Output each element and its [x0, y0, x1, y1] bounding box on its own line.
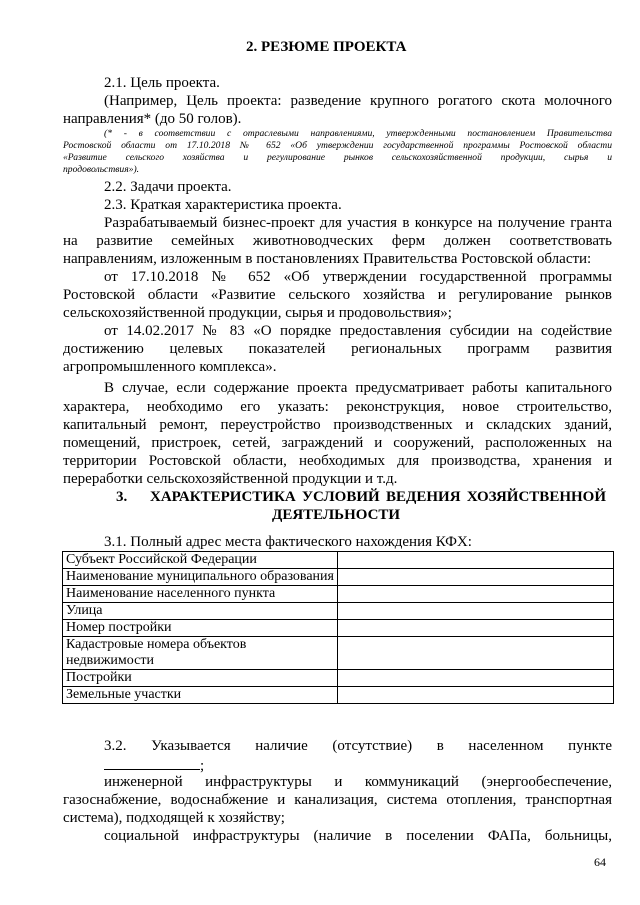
fill-in-blank[interactable]	[104, 755, 200, 770]
footnote-line-1: (* - в соответствии с отраслевыми направлениями, утвержденными постановлением Правительства	[104, 128, 612, 139]
page-number: 64	[594, 855, 606, 869]
table-cell-label: Улица	[63, 603, 338, 620]
paragraph-1-line-1: Разрабатываемый бизнес-проект для участия в конкурсе на получение гранта	[104, 215, 612, 231]
infrastructure-line-2: газоснабжение, водоснабжение и канализация, система отопления, транспортная	[63, 792, 612, 808]
paragraph-1-line-2: на развитие семейных животноводческих ферм должен соответствовать	[63, 233, 612, 249]
table-cell-value[interactable]	[338, 569, 614, 586]
paragraph-3-line-2: достижению целевых показателей региональных программ развития	[63, 341, 612, 357]
item-3-2-suffix: ;	[200, 758, 205, 774]
table-cell-value[interactable]	[338, 552, 614, 569]
footnote-line-3: «Развитие сельского хозяйства и регулирование рынков сельскохозяйственной продукции, сырья и	[63, 152, 612, 163]
section-3-heading-line-1: ХАРАКТЕРИСТИКА УСЛОВИЙ ВЕДЕНИЯ ХОЗЯЙСТВЕННОЙ	[150, 489, 606, 505]
item-3-2-line-2	[104, 755, 204, 775]
infrastructure-line-3: система), подходящей к хозяйству;	[63, 810, 285, 826]
paragraph-1-line-3: направлениям, изложенным в постановлениях Правительства Ростовской области:	[63, 251, 592, 267]
table-row	[63, 569, 614, 586]
item-3-1: 3.1. Полный адрес места фактического нахождения КФХ:	[104, 534, 472, 550]
table-cell-value[interactable]	[338, 670, 614, 687]
table-row	[63, 586, 614, 603]
table-cell-label: Наименование муниципального образования	[63, 569, 338, 586]
item-2-1: 2.1. Цель проекта.	[104, 75, 220, 91]
social-line-1: социальной инфраструктуры (наличие в поселении ФАПа, больницы,	[104, 828, 612, 844]
table-cell-value[interactable]	[338, 620, 614, 637]
table-row	[63, 637, 614, 670]
footnote-line-4: продовольствия»).	[63, 164, 140, 175]
table-cell-value[interactable]	[338, 637, 614, 670]
footnote-line-2: Ростовской области от 17.10.2018 № 652 «Об утверждении государственной программы Ростовской области	[63, 140, 612, 151]
table-cell-label: Постройки	[63, 670, 338, 687]
table-row	[63, 620, 614, 637]
table-cell-label: Номер постройки	[63, 620, 338, 637]
section-2-heading: 2. РЕЗЮМЕ ПРОЕКТА	[246, 39, 407, 55]
paragraph-4-line-6: переработки сельскохозяйственной продукции и т.д.	[63, 471, 398, 487]
item-2-2: 2.2. Задачи проекта.	[104, 179, 232, 195]
table-row	[63, 687, 614, 704]
example-line-1: (Например, Цель проекта: разведение крупного рогатого скота молочного	[104, 93, 612, 109]
example-line-2: направления* (до 50 голов).	[63, 111, 242, 127]
paragraph-4-line-1: В случае, если содержание проекта предусматривает работы капитального	[104, 380, 612, 396]
infrastructure-line-1: инженерной инфраструктуры и коммуникаций (энергообеспечение,	[104, 774, 612, 790]
paragraph-2-line-1: от 17.10.2018 № 652 «Об утверждении государственной программы	[104, 269, 612, 285]
paragraph-2-line-2: Ростовской области «Развитие сельского хозяйства и регулирование рынков	[63, 287, 612, 303]
table-cell-label: Кадастровые номера объектов недвижимости	[63, 637, 338, 670]
paragraph-3-line-1: от 14.02.2017 № 83 «О порядке предоставления субсидии на содействие	[104, 323, 612, 339]
table-row	[63, 552, 614, 569]
table-row	[63, 603, 614, 620]
paragraph-2-line-3: сельскохозяйственной продукции, сырья и продовольствия»;	[63, 305, 452, 321]
section-3-heading-line-2: ДЕЯТЕЛЬНОСТИ	[272, 507, 401, 523]
paragraph-3-line-3: агропромышленного комплекса».	[63, 359, 277, 375]
table-cell-value[interactable]	[338, 687, 614, 704]
address-table	[62, 551, 614, 704]
paragraph-4-line-2: характера, необходимо его указать: реконструкция, новое строительство,	[63, 399, 612, 415]
table-cell-label: Земельные участки	[63, 687, 338, 704]
table-cell-value[interactable]	[338, 586, 614, 603]
paragraph-4-line-5: территории Ростовской области, необходимых для производства, хранения и	[63, 453, 612, 469]
section-3-number: 3.	[116, 489, 128, 505]
table-row	[63, 670, 614, 687]
item-3-2-line-1: 3.2. Указывается наличие (отсутствие) в населенном пункте	[104, 738, 612, 754]
item-2-3: 2.3. Краткая характеристика проекта.	[104, 197, 342, 213]
paragraph-4-line-3: капитальный ремонт, переустройство производственных и складских зданий,	[63, 417, 612, 433]
paragraph-4-line-4: помещений, пристроек, сетей, заграждений и сооружений, расположенных на	[63, 435, 612, 451]
table-cell-label: Субъект Российской Федерации	[63, 552, 338, 569]
table-cell-label: Наименование населенного пункта	[63, 586, 338, 603]
table-cell-value[interactable]	[338, 603, 614, 620]
